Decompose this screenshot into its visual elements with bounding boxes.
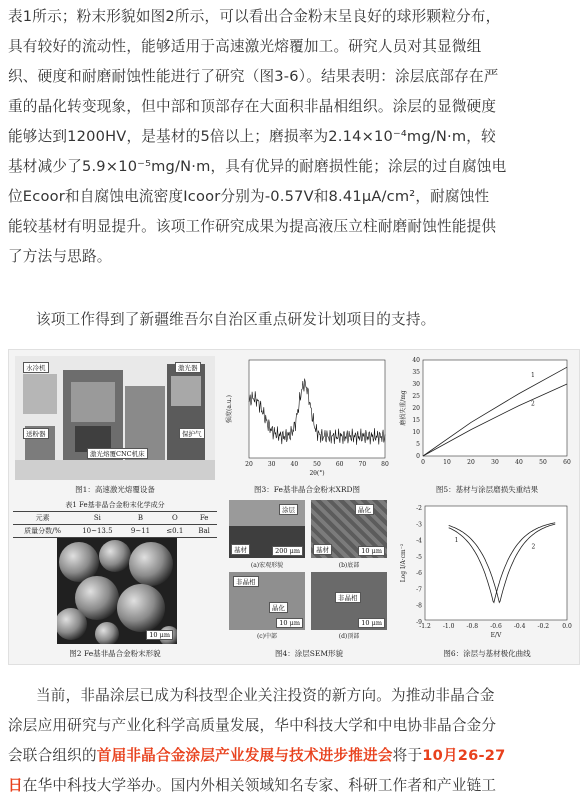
text-line: 重的晶化转变现象，但中部和顶部存在大面积非晶相组织。涂层的显微硬度 [8,98,497,115]
table-row [13,525,217,538]
x-tick-label: -0.6 [490,623,502,630]
sem-scale: 10 μm [358,546,385,556]
table-cell: ≤0.1 [158,525,191,538]
x-axis-label: E/V [490,632,502,639]
text-span: 当前，非晶涂层已成为科技型企业关注投资的新方向。为推动非晶合金 [36,687,495,704]
text-line: 织、硬度和耐磨耐蚀性能进行了研究（图3-6）。结果表明：涂层底部存在严 [8,68,499,85]
x-tick-label: 0.0 [562,623,572,630]
x-axis-label: 2θ(°) [309,470,325,477]
sem-tag: 涂层 [279,504,298,515]
highlight-text: 首届非晶合金涂层产业发展与技术进步推进会 [96,747,393,764]
fig3-caption: 图3：Fe基非晶合金粉末XRD图 [253,485,360,494]
x-tick-label: 20 [245,461,253,468]
x-tick-label: 40 [515,459,523,466]
fig5-wear-chart [399,352,575,482]
y-tick-label: 20 [412,405,420,412]
text-line: 基材减少了5.9×10⁻⁵mg/N·m，具有优异的耐磨损性能；涂层的过自腐蚀电 [8,158,507,175]
y-tick-label: 0 [416,453,420,460]
table-cell: 10~13.5 [72,525,122,538]
y-tick-label: 5 [416,441,420,448]
x-tick-label: 80 [381,461,389,468]
sem-subcaption-a: (a)宏观形貌 [250,562,284,569]
equipment-illustration [15,356,215,480]
table-header: Si [72,512,122,525]
xrd-svg [221,352,393,482]
sem-tag: 基材 [231,544,250,555]
table1 [13,500,217,538]
x-tick-label: 20 [467,459,475,466]
text-line [8,741,580,771]
y-tick-label: -4 [416,537,422,545]
y-tick-label: -8 [416,602,422,610]
plot-frame [425,506,567,620]
sem-subcaption-b: (b)底部 [338,562,360,569]
fig1-caption: 图1：高速激光熔覆设备 [75,485,155,494]
fig1-label-cnc: 激光熔覆CNC机床 [87,448,148,459]
text-line: 位Ecoor和自腐蚀电流密度Icoor分别为-0.57V和8.41μA/cm²，耐腐蚀性 [8,188,490,205]
fig1-label-powder-feeder: 送粉器 [23,428,49,439]
paragraph-funding: 该项工作得到了新疆维吾尔自治区重点研发计划项目的支持。 [36,311,436,328]
fig5-caption: 图5：基材与涂层磨损失重结果 [435,485,539,494]
series-label: 1 [454,536,459,544]
fig3-xrd-chart [221,352,393,482]
y-axis-label: 磨损失重/mg [400,390,407,426]
table-cell: 质量分数/% [13,525,72,538]
sem-scale: 200 μm [272,546,303,556]
y-tick-label: -7 [416,586,422,594]
sem-panel-a [229,500,305,558]
fig1-label-water-cooler: 水冷机 [23,362,49,373]
sem-tag: 基材 [313,544,332,555]
series-label: 2 [531,543,536,551]
fig1-photo [15,356,215,480]
table-header: 元素 [13,512,72,525]
sem-tag: 非晶相 [335,592,361,603]
paragraph-event [8,681,580,801]
figure-panel [8,349,580,665]
x-tick-label: -0.8 [466,623,479,630]
sem-tag: 晶化 [269,602,288,613]
y-tick-label: -2 [416,505,422,512]
text-line: 能够达到1200HV，是基材的5倍以上；磨损率为2.14×10⁻⁴mg/N·m，较 [8,128,496,145]
sem-scale: 10 μm [358,618,385,628]
sem-subcaption-d: (d)顶部 [338,633,360,640]
fig1-label-shield-gas: 保护气 [179,428,205,439]
fig2-caption: 图2 Fe基非晶合金粉末形貌 [69,649,161,658]
wear-svg [399,352,575,482]
text-line [8,771,580,801]
fig4-caption: 图4：涂层SEM形貌 [274,649,344,658]
table-cell: Bal [191,525,217,538]
text-span: 将于 [392,747,423,764]
fig1-label-laser: 激光器 [175,362,201,373]
table-header: B [123,512,159,525]
y-tick-label: -9 [416,619,422,626]
x-tick-label: 60 [335,461,344,468]
x-tick-label: 50 [539,459,547,466]
sem-panel-b [311,500,387,558]
table1-title: 表1 Fe基非晶合金粉末化学成分 [65,501,165,509]
y-tick-label: -3 [416,521,422,529]
sem-panel-c [229,572,305,630]
series-label: 1 [531,371,535,379]
x-tick-label: 30 [491,459,499,466]
sem-tag: 晶化 [355,504,374,515]
y-tick-label: 30 [412,381,420,388]
highlight-text: 10月26-27 [422,747,506,764]
x-tick-label: -1.0 [442,623,455,630]
text-span: 会联合组织的 [8,747,97,764]
x-tick-label: 50 [313,461,321,468]
table-cell: 9~11 [123,525,159,538]
x-tick-label: 10 [443,459,451,466]
y-tick-label: 25 [412,393,420,400]
x-tick-label: 40 [290,461,299,468]
fig6-caption: 图6：涂层与基材极化曲线 [443,649,531,658]
x-tick-label: 0 [421,459,425,466]
sem-tag: 非晶相 [233,576,259,587]
text-span: 涂层应用研究与产业化科学高质量发展，华中科技大学和中电协非晶合金分 [8,717,497,734]
plot-frame [249,360,385,458]
y-tick-label: 40 [412,357,420,364]
fig6-polarization-chart [399,500,575,646]
text-line [8,681,580,711]
text-line: 表1所示；粉末形貌如图2所示，可以看出合金粉末呈良好的球形颗粒分布， [8,8,501,25]
composition-table [13,511,217,538]
y-tick-label: 15 [412,417,420,424]
x-tick-label: 70 [358,461,367,468]
text-span: 在华中科技大学举办。国内外相关领域知名专家、科研工作者和产业链工 [22,777,497,794]
fig4-sem-grid [229,500,389,646]
fig2-scale-bar: 10 μm [146,630,173,640]
text-line: 能较基材有明显提升。该项工作研究成果为提高液压立柱耐磨耐蚀性能提供 [8,218,497,235]
y-tick-label: 10 [412,429,420,436]
x-tick-label: 30 [267,461,276,468]
paragraph-results [8,2,580,272]
y-tick-label: -5 [416,553,422,561]
table-header: Fe [191,512,217,525]
x-tick-label: -0.2 [537,623,550,630]
series-label: 2 [531,400,535,408]
sem-subcaption-c: (c)中部 [256,633,278,640]
x-tick-label: -1.2 [419,623,431,630]
y-axis-label: 强度(a.u.) [226,395,233,423]
fig2-powder-image [57,538,177,644]
text-line [8,711,580,741]
powder-spheres [57,538,177,644]
text-line: 了方法与思路。 [8,248,112,265]
x-tick-label: -0.4 [513,623,526,630]
y-tick-label: -6 [416,570,422,578]
sem-panel-d [311,572,387,630]
polarization-svg [399,500,575,646]
x-tick-label: 60 [563,459,571,466]
y-tick-label: 35 [412,369,420,376]
table-header: O [158,512,191,525]
text-line: 具有较好的流动性，能够适用于高速激光熔覆加工。研究人员对其显微组 [8,38,482,55]
y-axis-label: Log I/A·cm⁻² [400,543,407,583]
sem-scale: 10 μm [276,618,303,628]
highlight-text: 日 [8,777,23,794]
